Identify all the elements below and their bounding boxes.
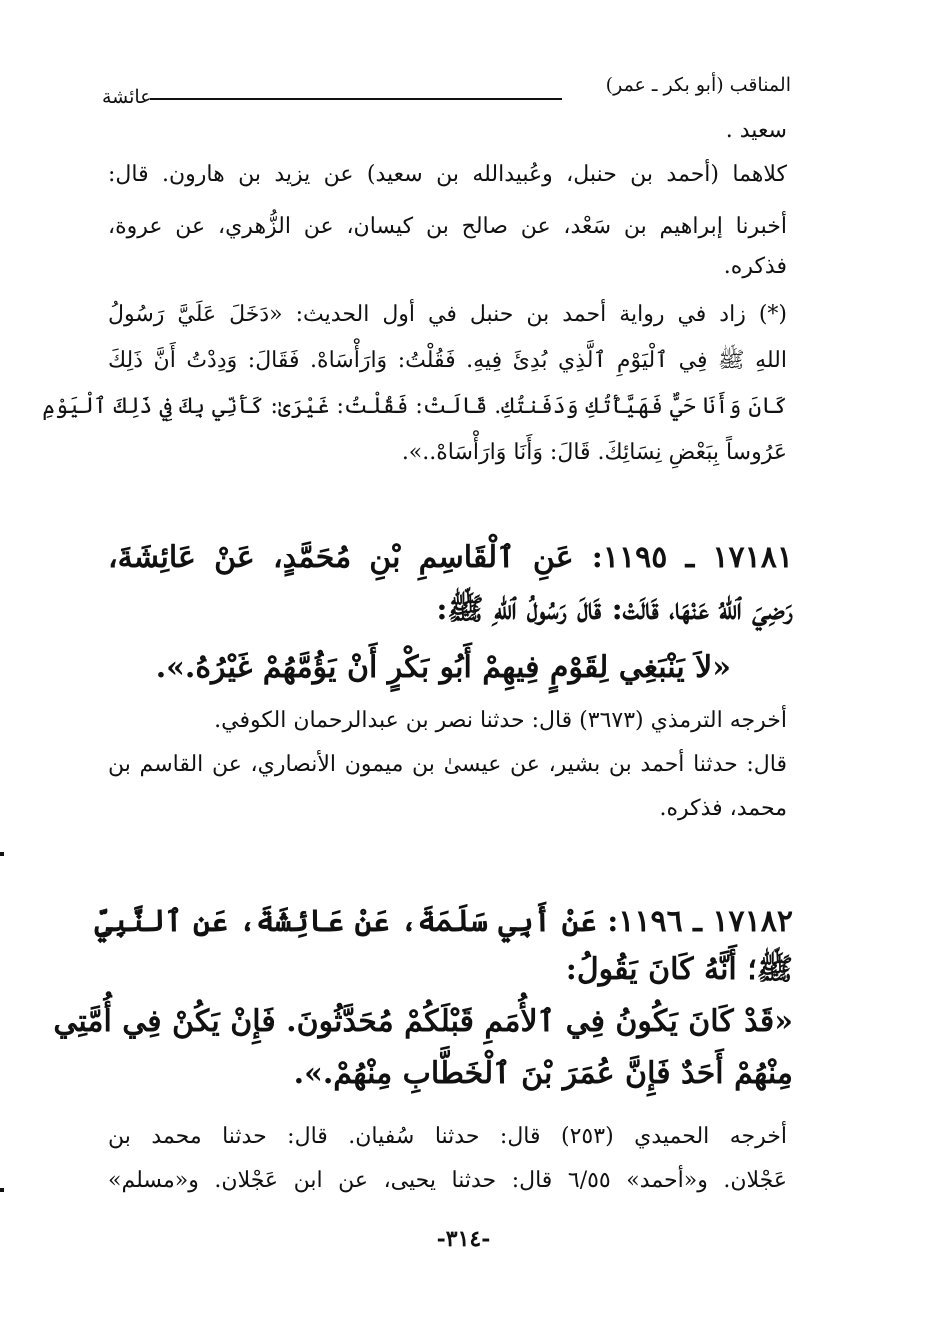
hadith-heading: ١٧١٨١ ـ ١١٩٥: عَنِ ٱلْقَاسِمِ بْنِ مُحَمَّدٍ، عَنْ عَائِشَةَ،	[108, 540, 793, 575]
margin-mark	[0, 852, 4, 856]
text-line: كلاهما (أحمد بن حنبل، وعُبيدالله بن سعيد) عن يزيد بن هارون. قال:	[108, 162, 787, 187]
text-line: قال: حدثنا أحمد بن بشير، عن عيسىٰ بن ميمون الأنصاري، عن القاسم بن	[108, 752, 787, 777]
text-line: سعيد .	[725, 118, 787, 143]
text-line: فذكره.	[723, 254, 787, 279]
hadith-text: مِنْهُمْ أَحَدٌ فَإِنَّ عُمَرَ بْنَ ٱلْخَطَّابِ مِنْهُمْ.».	[293, 1056, 793, 1091]
hadith-line: رَضِيَ ٱللهُ عَنْهَا، قَالَتْ: قَالَ رَسُولُ ٱللهِ ﷺ:	[436, 592, 793, 627]
text-line: عَجْلان. و«أحمد» ٦/٥٥ قال: حدثنا يحيى، عن ابن عَجْلان. و«مسلم»	[108, 1168, 787, 1193]
hadith-heading: ١٧١٨٢ ـ ١١٩٦: عَنْ أَبِي سَلَمَةَ، عَنْ عَائِشَةَ، عَنِ ٱلنَّبِيِّ	[94, 904, 793, 939]
section-name: عائشة	[102, 86, 152, 108]
text-line: أخرجه الحميدي (٢٥٣) قال: حدثنا سُفيان. قال: حدثنا محمد بن	[108, 1124, 787, 1149]
footnote-line: كَانَ وَأَنَا حَيٌّ فَهَيَّأْتُكِ وَدَفَنتُكِ. قَالَتْ: فَقُلْتُ: غَيْرَىٰ: كَأَنِّي بِكَ فِي ذَلِكَ ٱلْيَوْمِ	[42, 394, 787, 419]
hadith-text: «لاَ يَنْبَغِي لِقَوْمٍ فِيهِمْ أَبُو بَكْرٍ أَنْ يَؤُمَّهُمْ غَيْرُهُ.».	[155, 650, 731, 685]
page-number: -٣١٤-	[436, 1226, 491, 1252]
hadith-text: «قَدْ كَانَ يَكُونُ فِي ٱلأُمَمِ قَبْلَكُمْ مُحَدَّثُونَ. فَإِنْ يَكُنْ فِي أُمَّتِي	[53, 1004, 793, 1039]
text-line: أخبرنا إبراهيم بن سَعْد، عن صالح بن كيسان، عن الزُّهري، عن عروة،	[108, 214, 787, 239]
footnote-line: اللهِ ﷺ فِي ٱلْيَوْمِ ٱلَّذِي بُدِئَ فِيهِ. فَقُلْتُ: وَارَأْسَاهْ. فَقَالَ: وَدِدْتُ أَنَّ ذَلِكَ	[108, 348, 787, 373]
footnote-line: (*) زاد في رواية أحمد بن حنبل في أول الحديث: «دَخَلَ عَلَيَّ رَسُولُ	[108, 302, 787, 327]
text-line: محمد، فذكره.	[659, 796, 787, 821]
hadith-line: ﷺ؛ أَنَّهُ كَانَ يَقُولُ:	[565, 952, 793, 987]
margin-mark	[0, 1188, 4, 1192]
footnote-line: عَرُوساً بِبَعْضِ نِسَائِكَ. قَالَ: وَأَنَا وَارَأْسَاهْ..».	[401, 440, 787, 465]
header-rule	[150, 98, 562, 100]
running-title: المناقب (أبو بكر ـ عمر)	[605, 74, 791, 96]
text-line: أخرجه الترمذي (٣٦٧٣) قال: حدثنا نصر بن عبدالرحمان الكوفي.	[214, 708, 787, 733]
